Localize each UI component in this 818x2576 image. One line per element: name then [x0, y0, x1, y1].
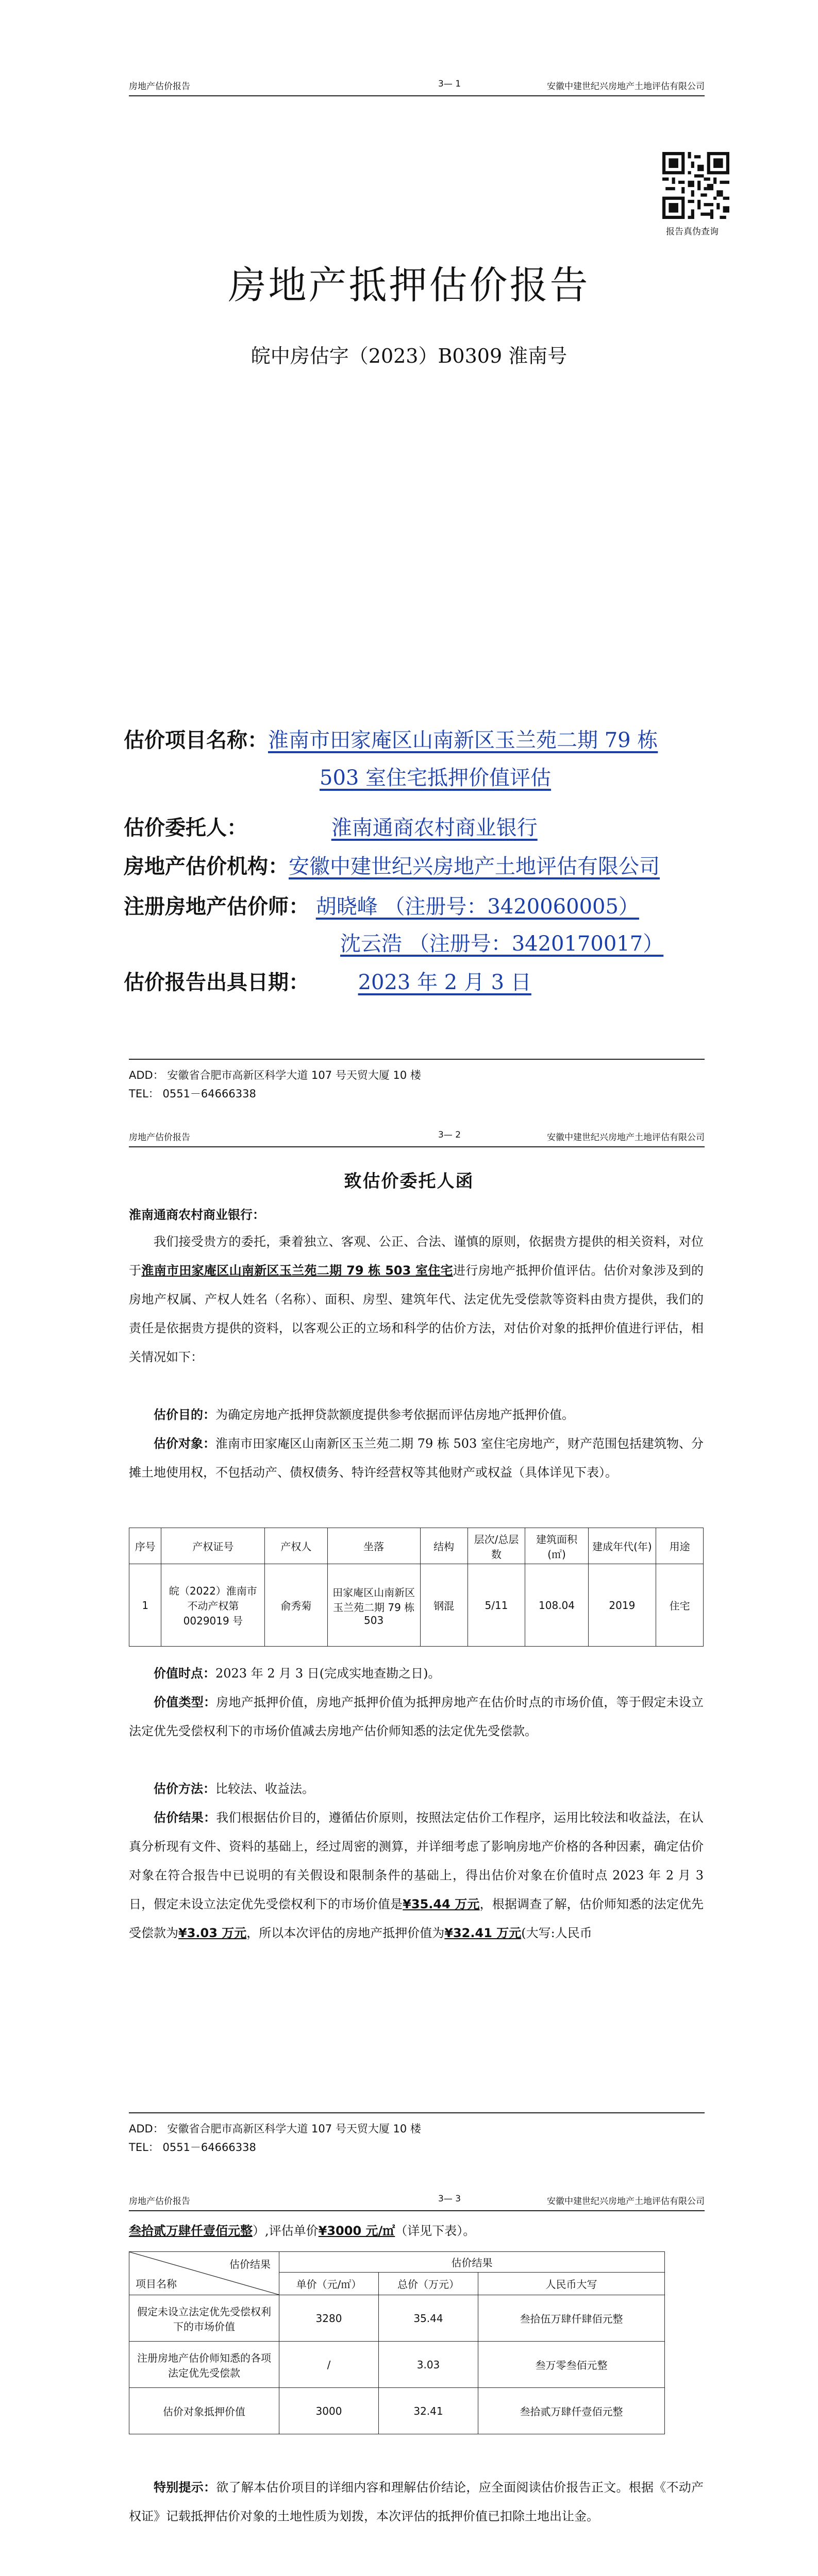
cover-page	[0, 0, 818, 1100]
appraiser-label: 注册房地产估价师：	[124, 895, 309, 919]
corner-cell	[129, 2252, 279, 2295]
unit-price: ¥3000 元/㎡	[318, 2224, 395, 2238]
table-row	[129, 2388, 665, 2434]
corner-bottom-label: 项目名称	[136, 2278, 177, 2290]
project-name-row	[124, 724, 658, 753]
header-page-number: 3— 1	[438, 79, 461, 89]
intro-property: 淮南市田家庵区山南新区玉兰苑二期 79 栋 503 室住宅	[141, 1263, 453, 1278]
result-continuation	[129, 2216, 704, 2245]
page-footer	[129, 1059, 705, 1103]
org-value: 安徽中建世纪兴房地产土地评估有限公司	[289, 855, 660, 878]
value-date-text: 2023 年 2 月 3 日(完成实地查勘之日)。	[215, 1666, 441, 1681]
row-total: 3.03	[379, 2342, 478, 2388]
result-text-e: ，所以本次评估的房地产抵押价值为	[246, 1926, 445, 1940]
purpose-text: 为确定房地产抵押贷款额度提供参考依据而评估房地产抵押价值。	[215, 1408, 574, 1422]
valuation-table-header-1	[129, 2252, 665, 2273]
cell-year: 2019	[588, 1564, 656, 1647]
method-para	[129, 1774, 704, 1803]
object-label: 估价对象：	[154, 1436, 216, 1451]
cell-area: 108.04	[525, 1564, 588, 1647]
letter-page	[0, 1103, 818, 2179]
cont-text-d: （详见下表）。	[395, 2224, 476, 2238]
method-label: 估价方法：	[154, 1782, 215, 1796]
special-label: 特别提示：	[154, 2480, 216, 2495]
special-note-para	[129, 2473, 704, 2531]
th-owner: 产权人	[265, 1528, 327, 1564]
project-name-row-2	[320, 761, 551, 791]
cell-cert: 皖（2022）淮南市不动产权第0029019 号	[161, 1564, 265, 1647]
col-rmb-words: 人民币大写	[478, 2273, 665, 2295]
cont-text-b: ）,评估单价	[253, 2224, 319, 2238]
row-words: 叁拾贰万肆仟壹佰元整	[478, 2388, 665, 2434]
report-number: 皖中房估字（2023）B0309 淮南号	[251, 345, 567, 367]
header-left: 房地产估价报告	[129, 1132, 190, 1143]
value-date-para	[129, 1659, 704, 1688]
footer-phone: TEL： 0551－64666338	[129, 2141, 256, 2154]
th-use: 用途	[656, 1528, 704, 1564]
project-value-line-1: 淮南市田家庵区山南新区玉兰苑二期 79 栋	[268, 728, 658, 752]
header-right: 安徽中建世纪兴房地产土地评估有限公司	[547, 81, 705, 92]
result-text-g: (大写:人民币	[521, 1926, 592, 1940]
th-cert: 产权证号	[161, 1528, 265, 1564]
value-type-para	[129, 1688, 704, 1745]
row-unit: 3280	[279, 2295, 379, 2342]
row-item: 假定未设立法定优先受偿权利下的市场价值	[129, 2295, 279, 2342]
client-label: 估价委托人：	[124, 816, 247, 840]
client-value	[254, 811, 615, 841]
cell-floor: 5/11	[468, 1564, 525, 1647]
mortgage-value-words: 叁拾贰万肆仟壹佰元整	[129, 2224, 253, 2238]
date-value	[316, 966, 574, 995]
row-total: 32.41	[379, 2388, 478, 2434]
result-market-value: ¥35.44 万元	[403, 1897, 480, 1911]
client-row	[124, 811, 615, 841]
purpose-para	[129, 1400, 704, 1429]
result-text-a: 我们根据估价目的，遵循估价原则，按照法定估价工作程序，运用比较法和收益法，在认真分析现有文件、资料的基础上，经过周密的测算，并详细考虑了影响房地产价格的各种因素，确定估价对象在符合报告中已说明的有关假设和限制条件的基础上，得出估价对象在价值时点 2023 年 2 月 3 日，假定未设立法定优先受偿权利下的市场价值是	[129, 1810, 704, 1911]
page-header	[129, 75, 705, 96]
continuation-page	[0, 2184, 818, 2576]
cell-no: 1	[129, 1564, 161, 1647]
property-table-header	[129, 1528, 704, 1564]
letter-title: 致估价委托人函	[344, 1171, 474, 1192]
cell-location: 田家庵区山南新区玉兰苑二期 79 栋 503	[327, 1564, 420, 1647]
header-right: 安徽中建世纪兴房地产土地评估有限公司	[547, 1132, 705, 1143]
cell-use: 住宅	[656, 1564, 704, 1647]
footer-address: ADD： 安徽省合肥市高新区科学大道 107 号天贸大厦 10 楼	[129, 1069, 421, 1081]
header-page-number: 3— 3	[438, 2194, 461, 2204]
client-value-text: 淮南通商农村商业银行	[331, 816, 538, 840]
th-area: 建筑面积(㎡)	[525, 1528, 588, 1564]
org-label: 房地产估价机构：	[124, 855, 289, 878]
project-label: 估价项目名称：	[124, 728, 268, 752]
table-row	[129, 1564, 704, 1647]
row-unit: 3000	[279, 2388, 379, 2434]
corner-top-label: 估价结果	[229, 2258, 271, 2270]
date-row	[124, 966, 574, 995]
intro-text-a: 我们接受贵方的委托，秉着独立、客观、公正、合法、谨慎的原则，依据贵方提供的相关资料，对位于	[129, 1234, 704, 1278]
header-page-number: 3— 2	[438, 1130, 461, 1140]
cell-owner: 俞秀菊	[265, 1564, 327, 1647]
th-structure: 结构	[420, 1528, 468, 1564]
appraiser-1	[316, 890, 656, 920]
th-location: 坐落	[327, 1528, 420, 1564]
qr-caption: 报告真伪查询	[666, 227, 719, 237]
row-item: 估价对象抵押价值	[129, 2388, 279, 2434]
purpose-label: 估价目的：	[154, 1408, 215, 1422]
page-footer	[129, 2112, 705, 2157]
intro-text-c: 进行房地产抵押价值评估。估价对象涉及到的房地产权属、产权人姓名（名称）、面积、房型、建筑年代、法定优先受偿款等资料由贵方提供，我们的责任是依据贵方提供的资料，以客观公正的立场和科学的估价方法，对估价对象的抵押价值进行评估，相关情况如下：	[129, 1263, 704, 1364]
qr-code-icon[interactable]	[662, 152, 729, 219]
special-text: 欲了解本估价项目的详细内容和理解估价结论，应全面阅读估价报告正文。根据《不动产权证》记载抵押估价对象的土地性质为划拨，本次评估的抵押价值已扣除土地出让金。	[129, 2480, 704, 2523]
valuation-table	[129, 2251, 665, 2434]
result-para	[129, 1803, 704, 1947]
row-unit: /	[279, 2342, 379, 2388]
header-left: 房地产估价报告	[129, 81, 190, 92]
th-year: 建成年代(年)	[588, 1528, 656, 1564]
header-right: 安徽中建世纪兴房地产土地评估有限公司	[547, 2196, 705, 2207]
letter-intro	[129, 1227, 704, 1371]
object-text: 淮南市田家庵区山南新区玉兰苑二期 79 栋 503 室住宅房地产，财产范围包括建筑物、分摊土地使用权，不包括动产、债权债务、特许经营权等其他财产或权益（具体详见下表）。	[129, 1436, 704, 1480]
col-total-price: 总价（万元）	[379, 2273, 478, 2295]
appraiser-2: 沈云浩 （注册号：3420170017）	[340, 932, 664, 956]
method-text: 比较法、收益法。	[215, 1782, 314, 1796]
appraiser-row-2	[340, 927, 663, 957]
letter-addressee: 淮南通商农村商业银行：	[129, 1208, 265, 1222]
date-value-text: 2023 年 2 月 3 日	[358, 971, 531, 994]
appraiser-row	[124, 890, 656, 920]
org-row	[124, 850, 660, 879]
result-text-c: ，根据调查了解，估价师知悉的法定优先受偿款为	[129, 1897, 704, 1940]
cell-structure: 钢混	[420, 1564, 468, 1647]
row-total: 35.44	[379, 2295, 478, 2342]
project-value-line-2: 503 室住宅抵押价值评估	[320, 766, 552, 790]
th-floor: 层次/总层数	[468, 1528, 525, 1564]
header-left: 房地产估价报告	[129, 2196, 190, 2207]
row-words: 叁拾伍万肆仟肆佰元整	[478, 2295, 665, 2342]
th-no: 序号	[129, 1528, 161, 1564]
value-type-text: 房地产抵押价值，房地产抵押价值为抵押房地产在估价时点的市场价值，等于假定未设立法定优先受偿权利下的市场价值减去房地产估价师知悉的法定优先受偿款。	[129, 1695, 704, 1738]
value-type-label: 价值类型：	[154, 1695, 216, 1709]
result-label: 估价结果：	[154, 1810, 216, 1825]
group-header: 估价结果	[279, 2252, 665, 2273]
value-date-label: 价值时点：	[154, 1666, 215, 1681]
table-row	[129, 2295, 665, 2342]
row-item: 注册房地产估价师知悉的各项法定优先受偿款	[129, 2342, 279, 2388]
result-priority-payment: ¥3.03 万元	[178, 1926, 247, 1940]
report-title: 房地产抵押估价报告	[228, 263, 590, 308]
property-table	[129, 1528, 704, 1647]
footer-phone: TEL： 0551－64666338	[129, 1088, 256, 1100]
appraiser-1-text: 胡晓峰 （注册号：3420060005）	[315, 895, 639, 919]
object-para	[129, 1429, 704, 1487]
date-label: 估价报告出具日期：	[124, 971, 309, 994]
row-words: 叁万零叁佰元整	[478, 2342, 665, 2388]
table-row	[129, 2342, 665, 2388]
result-mortgage-value: ¥32.41 万元	[444, 1926, 522, 1940]
page-header	[129, 2190, 705, 2211]
col-unit-price: 单价（元/㎡）	[279, 2273, 379, 2295]
footer-address: ADD： 安徽省合肥市高新区科学大道 107 号天贸大厦 10 楼	[129, 2123, 421, 2135]
page-header	[129, 1126, 705, 1147]
